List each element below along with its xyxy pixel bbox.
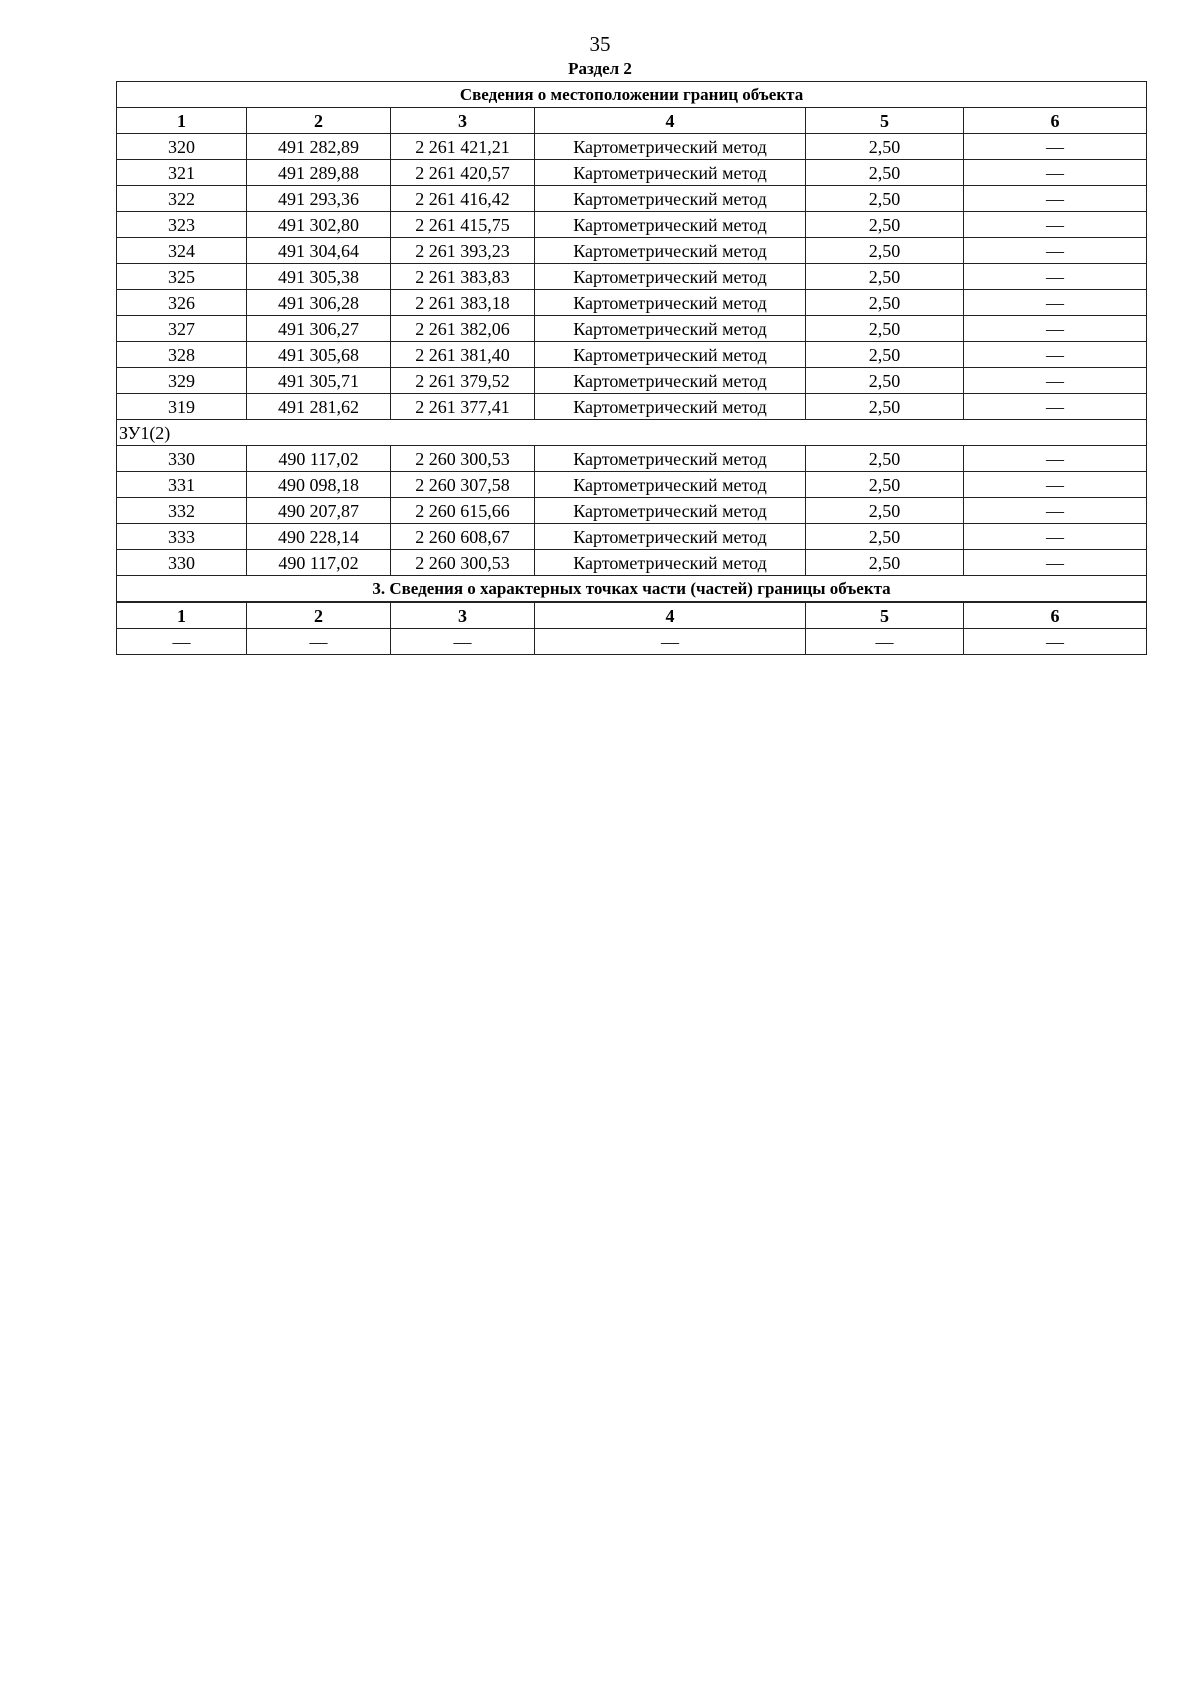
coord-y-cell: 2 261 381,40 xyxy=(391,342,535,368)
table-row xyxy=(117,212,1147,238)
method-cell: Картометрический метод xyxy=(535,368,806,394)
note-cell: — xyxy=(964,238,1147,264)
coord-x-cell: 490 117,02 xyxy=(247,446,391,472)
note-cell: — xyxy=(964,394,1147,420)
point-number-cell: 319 xyxy=(117,394,247,420)
group-row xyxy=(117,420,1147,446)
accuracy-cell: 2,50 xyxy=(806,498,964,524)
coord-x-cell: 491 289,88 xyxy=(247,160,391,186)
note-cell: — xyxy=(964,264,1147,290)
point-number-cell: 321 xyxy=(117,160,247,186)
note-cell: — xyxy=(964,498,1147,524)
column-number-header: 1 xyxy=(117,108,247,134)
column-number-header: 5 xyxy=(806,602,964,629)
table1-title-row xyxy=(117,82,1147,108)
group-label: ЗУ1(2) xyxy=(117,420,1147,446)
coord-y-cell: 2 260 615,66 xyxy=(391,498,535,524)
note-cell: — xyxy=(964,212,1147,238)
table-row xyxy=(117,134,1147,160)
accuracy-cell: 2,50 xyxy=(806,550,964,576)
coord-x-cell: 490 228,14 xyxy=(247,524,391,550)
coord-y-cell: 2 260 300,53 xyxy=(391,550,535,576)
method-cell: Картометрический метод xyxy=(535,446,806,472)
coord-x-cell: 491 305,71 xyxy=(247,368,391,394)
column-number-header: 1 xyxy=(117,602,247,629)
method-cell: Картометрический метод xyxy=(535,264,806,290)
table1-title: Сведения о местоположении границ объекта xyxy=(117,82,1147,108)
method-cell: Картометрический метод xyxy=(535,472,806,498)
method-cell: Картометрический метод xyxy=(535,160,806,186)
point-number-cell: — xyxy=(117,629,247,655)
coord-y-cell: 2 261 383,83 xyxy=(391,264,535,290)
coord-y-cell: 2 261 415,75 xyxy=(391,212,535,238)
accuracy-cell: 2,50 xyxy=(806,368,964,394)
column-number-header: 5 xyxy=(806,108,964,134)
table-row xyxy=(117,550,1147,576)
table-row xyxy=(117,498,1147,524)
page-number: 35 xyxy=(589,32,611,56)
note-cell: — xyxy=(964,186,1147,212)
boundary-table xyxy=(116,81,1147,655)
column-number-header: 6 xyxy=(964,602,1147,629)
accuracy-cell: 2,50 xyxy=(806,238,964,264)
method-cell: Картометрический метод xyxy=(535,498,806,524)
column-number-header: 3 xyxy=(391,108,535,134)
column-number-header: 2 xyxy=(247,602,391,629)
point-number-cell: 328 xyxy=(117,342,247,368)
note-cell: — xyxy=(964,342,1147,368)
method-cell: Картометрический метод xyxy=(535,316,806,342)
column-number-header: 2 xyxy=(247,108,391,134)
table2-title-row xyxy=(117,576,1147,603)
point-number-cell: 325 xyxy=(117,264,247,290)
method-cell: Картометрический метод xyxy=(535,238,806,264)
point-number-cell: 333 xyxy=(117,524,247,550)
accuracy-cell: 2,50 xyxy=(806,264,964,290)
table-row xyxy=(117,342,1147,368)
table-row xyxy=(117,446,1147,472)
coord-x-cell: 491 304,64 xyxy=(247,238,391,264)
note-cell: — xyxy=(964,472,1147,498)
column-number-header: 3 xyxy=(391,602,535,629)
accuracy-cell: 2,50 xyxy=(806,186,964,212)
accuracy-cell: 2,50 xyxy=(806,446,964,472)
point-number-cell: 327 xyxy=(117,316,247,342)
coord-y-cell: 2 260 608,67 xyxy=(391,524,535,550)
note-cell: — xyxy=(964,550,1147,576)
coord-x-cell: 491 281,62 xyxy=(247,394,391,420)
table2-title: 3. Сведения о характерных точках части (частей) границы объекта xyxy=(117,576,1147,603)
coord-x-cell: 490 098,18 xyxy=(247,472,391,498)
coord-y-cell: — xyxy=(391,629,535,655)
method-cell: Картометрический метод xyxy=(535,550,806,576)
method-cell: Картометрический метод xyxy=(535,186,806,212)
point-number-cell: 329 xyxy=(117,368,247,394)
point-number-cell: 330 xyxy=(117,550,247,576)
coord-y-cell: 2 261 393,23 xyxy=(391,238,535,264)
table1-column-numbers-row xyxy=(117,108,1147,134)
table-row xyxy=(117,472,1147,498)
note-cell: — xyxy=(964,290,1147,316)
accuracy-cell: 2,50 xyxy=(806,160,964,186)
coord-y-cell: 2 260 300,53 xyxy=(391,446,535,472)
point-number-cell: 330 xyxy=(117,446,247,472)
table-row xyxy=(117,160,1147,186)
accuracy-cell: 2,50 xyxy=(806,524,964,550)
method-cell: — xyxy=(535,629,806,655)
column-number-header: 6 xyxy=(964,108,1147,134)
coord-y-cell: 2 260 307,58 xyxy=(391,472,535,498)
table-row xyxy=(117,186,1147,212)
method-cell: Картометрический метод xyxy=(535,342,806,368)
coord-x-cell: 490 117,02 xyxy=(247,550,391,576)
accuracy-cell: 2,50 xyxy=(806,212,964,238)
note-cell: — xyxy=(964,134,1147,160)
table-row xyxy=(117,394,1147,420)
method-cell: Картометрический метод xyxy=(535,524,806,550)
column-number-header: 4 xyxy=(535,602,806,629)
coord-x-cell: 491 306,27 xyxy=(247,316,391,342)
method-cell: Картометрический метод xyxy=(535,134,806,160)
method-cell: Картометрический метод xyxy=(535,212,806,238)
table-row xyxy=(117,368,1147,394)
boundary-table-body xyxy=(117,82,1147,655)
table-row xyxy=(117,290,1147,316)
table-row xyxy=(117,629,1147,655)
note-cell: — xyxy=(964,524,1147,550)
coord-y-cell: 2 261 420,57 xyxy=(391,160,535,186)
accuracy-cell: — xyxy=(806,629,964,655)
coord-x-cell: 491 306,28 xyxy=(247,290,391,316)
table-row xyxy=(117,238,1147,264)
coord-y-cell: 2 261 382,06 xyxy=(391,316,535,342)
note-cell: — xyxy=(964,629,1147,655)
table-row xyxy=(117,264,1147,290)
coord-y-cell: 2 261 377,41 xyxy=(391,394,535,420)
coord-x-cell: 491 282,89 xyxy=(247,134,391,160)
section-title: Раздел 2 xyxy=(568,59,632,78)
method-cell: Картометрический метод xyxy=(535,394,806,420)
table-row xyxy=(117,524,1147,550)
point-number-cell: 326 xyxy=(117,290,247,316)
column-number-header: 4 xyxy=(535,108,806,134)
point-number-cell: 324 xyxy=(117,238,247,264)
coord-y-cell: 2 261 421,21 xyxy=(391,134,535,160)
point-number-cell: 322 xyxy=(117,186,247,212)
point-number-cell: 332 xyxy=(117,498,247,524)
note-cell: — xyxy=(964,316,1147,342)
coord-y-cell: 2 261 416,42 xyxy=(391,186,535,212)
note-cell: — xyxy=(964,160,1147,186)
coord-x-cell: 491 302,80 xyxy=(247,212,391,238)
point-number-cell: 331 xyxy=(117,472,247,498)
note-cell: — xyxy=(964,368,1147,394)
coord-y-cell: 2 261 379,52 xyxy=(391,368,535,394)
coord-y-cell: 2 261 383,18 xyxy=(391,290,535,316)
table2-column-numbers-row xyxy=(117,602,1147,629)
coord-x-cell: 491 305,38 xyxy=(247,264,391,290)
point-number-cell: 320 xyxy=(117,134,247,160)
coord-x-cell: 491 305,68 xyxy=(247,342,391,368)
accuracy-cell: 2,50 xyxy=(806,134,964,160)
accuracy-cell: 2,50 xyxy=(806,342,964,368)
coord-x-cell: — xyxy=(247,629,391,655)
coord-x-cell: 491 293,36 xyxy=(247,186,391,212)
accuracy-cell: 2,50 xyxy=(806,290,964,316)
point-number-cell: 323 xyxy=(117,212,247,238)
note-cell: — xyxy=(964,446,1147,472)
accuracy-cell: 2,50 xyxy=(806,316,964,342)
accuracy-cell: 2,50 xyxy=(806,472,964,498)
accuracy-cell: 2,50 xyxy=(806,394,964,420)
method-cell: Картометрический метод xyxy=(535,290,806,316)
coord-x-cell: 490 207,87 xyxy=(247,498,391,524)
table-row xyxy=(117,316,1147,342)
